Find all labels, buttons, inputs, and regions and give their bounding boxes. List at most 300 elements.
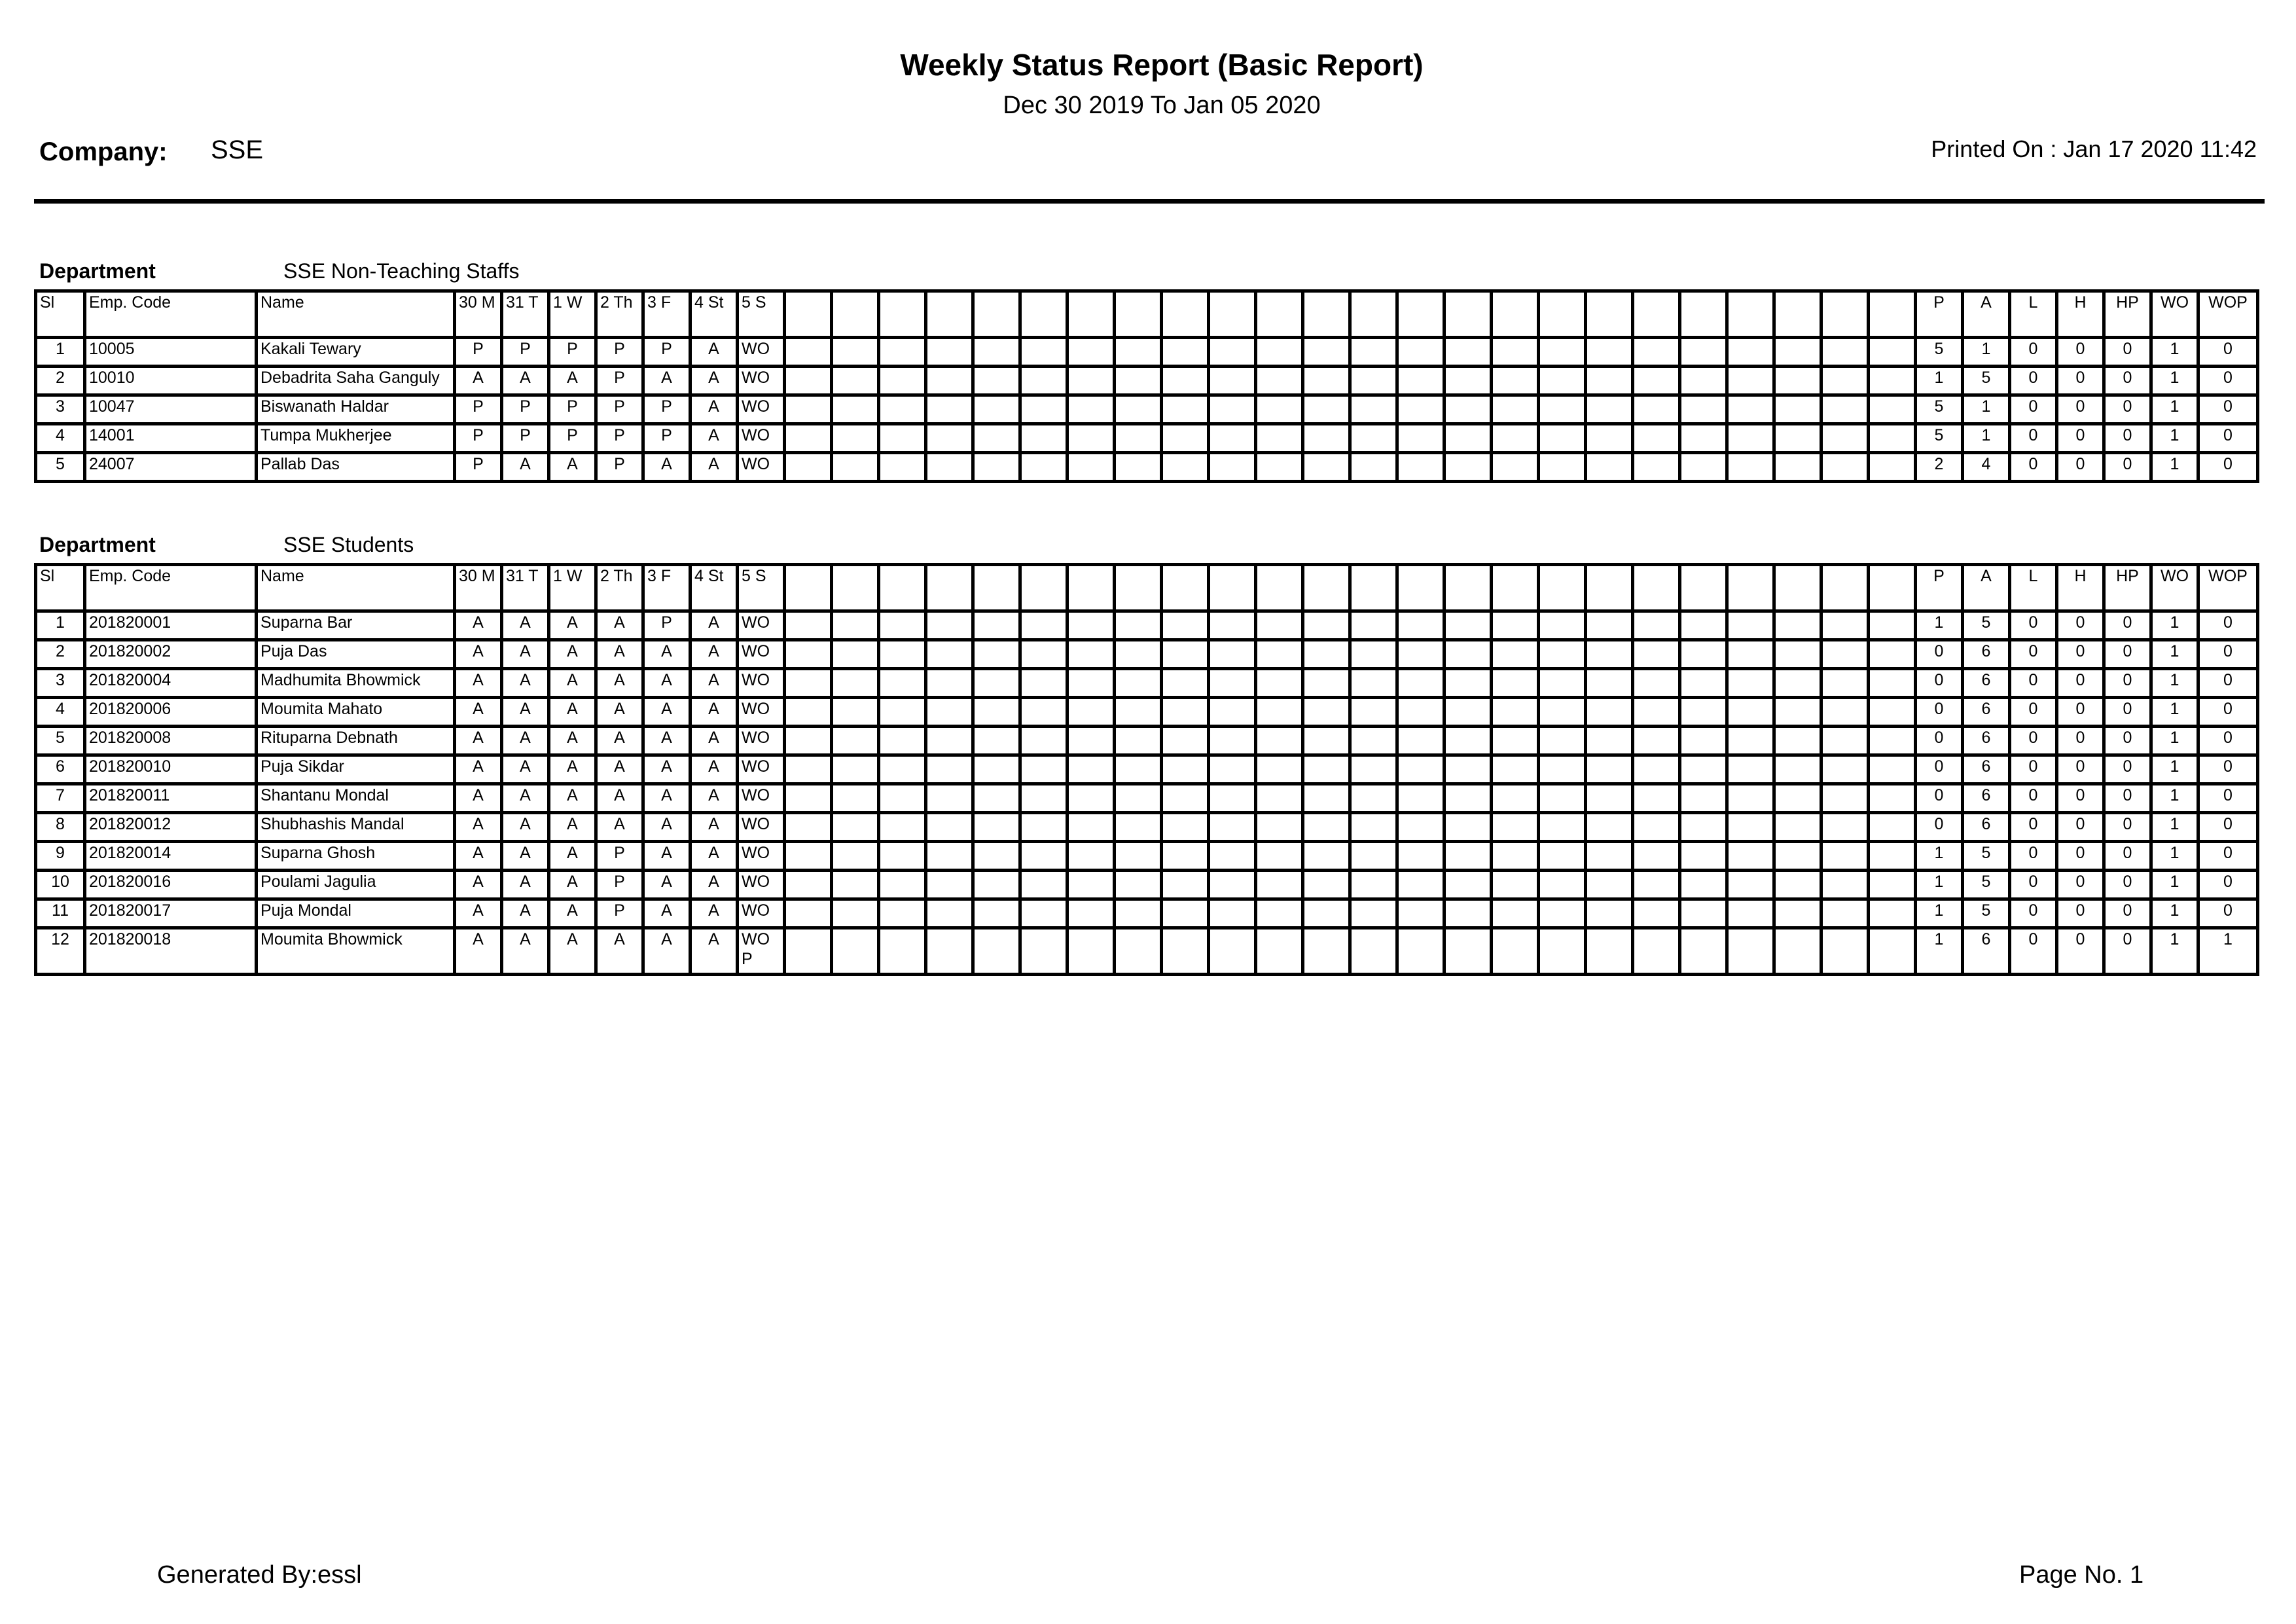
cell-empty	[1020, 928, 1067, 975]
cell-empty	[1633, 424, 1680, 453]
table-row	[36, 755, 2258, 784]
department-name: SSE Non-Teaching Staffs	[283, 259, 520, 283]
cell-emp-code: 201820004	[85, 669, 257, 698]
cell-day-status: A	[455, 784, 502, 813]
cell-total: 1	[2151, 698, 2198, 727]
cell-empty	[1586, 871, 1633, 899]
cell-empty	[1869, 698, 1916, 727]
cell-empty	[973, 899, 1020, 928]
cell-empty	[1350, 611, 1397, 640]
cell-total: 0	[2104, 395, 2151, 424]
cell-empty	[879, 928, 926, 975]
cell-empty	[1539, 899, 1586, 928]
cell-day-status: P	[596, 899, 643, 928]
cell-total: 0	[2198, 424, 2258, 453]
cell-day-status: A	[549, 813, 596, 842]
cell-total: 1	[2151, 871, 2198, 899]
cell-total: 0	[2104, 899, 2151, 928]
cell-empty	[1444, 395, 1492, 424]
cell-empty	[1821, 784, 1869, 813]
cell-empty	[1209, 395, 1256, 424]
cell-day-status: A	[455, 698, 502, 727]
cell-empty	[1303, 338, 1350, 367]
cell-day-status: A	[502, 784, 549, 813]
cell-day-status: A	[502, 899, 549, 928]
cell-day-status: A	[549, 727, 596, 755]
cell-empty	[1303, 367, 1350, 395]
cell-empty	[926, 928, 973, 975]
cell-empty	[1586, 727, 1633, 755]
column-header: A	[1963, 291, 2010, 338]
column-header: 3 F	[643, 565, 691, 611]
cell-empty	[1397, 453, 1444, 482]
cell-day-status: A	[691, 611, 738, 640]
cell-empty	[1256, 813, 1303, 842]
cell-day-status: A	[549, 640, 596, 669]
cell-empty	[785, 727, 832, 755]
cell-empty	[1680, 640, 1727, 669]
cell-day-status: P	[549, 424, 596, 453]
cell-empty	[1256, 784, 1303, 813]
cell-empty	[1444, 755, 1492, 784]
column-header: H	[2057, 565, 2104, 611]
cell-total: 0	[2057, 698, 2104, 727]
cell-day-status: A	[455, 611, 502, 640]
cell-empty	[1444, 727, 1492, 755]
cell-empty	[1539, 395, 1586, 424]
cell-empty	[1727, 395, 1774, 424]
cell-name: Shantanu Mondal	[257, 784, 455, 813]
column-header	[832, 565, 879, 611]
cell-total: 0	[2198, 698, 2258, 727]
cell-empty	[926, 727, 973, 755]
cell-empty	[879, 784, 926, 813]
cell-total: 0	[2057, 813, 2104, 842]
cell-day-status: A	[643, 453, 691, 482]
cell-day-status: A	[643, 871, 691, 899]
cell-emp-code: 201820002	[85, 640, 257, 669]
cell-empty	[1633, 453, 1680, 482]
cell-sl: 5	[36, 453, 85, 482]
cell-emp-code: 14001	[85, 424, 257, 453]
cell-empty	[1162, 899, 1209, 928]
table-row	[36, 424, 2258, 453]
cell-sl: 3	[36, 395, 85, 424]
cell-empty	[1727, 640, 1774, 669]
cell-empty	[1256, 727, 1303, 755]
cell-empty	[1067, 813, 1115, 842]
cell-empty	[1350, 813, 1397, 842]
cell-empty	[1209, 928, 1256, 975]
cell-empty	[1633, 611, 1680, 640]
cell-empty	[832, 669, 879, 698]
cell-total: 1	[2151, 640, 2198, 669]
cell-empty	[973, 784, 1020, 813]
cell-empty	[1492, 755, 1539, 784]
cell-total: 0	[2057, 611, 2104, 640]
cell-empty	[1115, 669, 1162, 698]
table-row	[36, 453, 2258, 482]
cell-empty	[1869, 899, 1916, 928]
cell-empty	[1162, 813, 1209, 842]
cell-empty	[1539, 727, 1586, 755]
cell-empty	[785, 842, 832, 871]
cell-empty	[1539, 367, 1586, 395]
cell-empty	[1821, 640, 1869, 669]
cell-total: 0	[2010, 424, 2057, 453]
cell-empty	[1774, 395, 1821, 424]
cell-empty	[1020, 453, 1067, 482]
cell-empty	[1303, 871, 1350, 899]
cell-emp-code: 201820012	[85, 813, 257, 842]
cell-empty	[1444, 611, 1492, 640]
cell-empty	[1869, 784, 1916, 813]
cell-empty	[1492, 928, 1539, 975]
cell-empty	[1162, 453, 1209, 482]
cell-empty	[1115, 784, 1162, 813]
cell-total: 0	[2057, 395, 2104, 424]
cell-empty	[1539, 338, 1586, 367]
cell-day-status: A	[691, 871, 738, 899]
cell-empty	[1821, 755, 1869, 784]
cell-empty	[1020, 784, 1067, 813]
cell-empty	[1539, 669, 1586, 698]
cell-day-status: WOP	[738, 928, 785, 975]
column-header	[1680, 291, 1727, 338]
cell-empty	[1680, 453, 1727, 482]
cell-day-status: WO	[738, 698, 785, 727]
column-header	[973, 291, 1020, 338]
cell-day-status: WO	[738, 871, 785, 899]
cell-empty	[1539, 842, 1586, 871]
cell-empty	[1727, 698, 1774, 727]
cell-empty	[1539, 928, 1586, 975]
cell-empty	[1869, 842, 1916, 871]
cell-day-status: A	[502, 367, 549, 395]
cell-empty	[973, 669, 1020, 698]
column-header	[1067, 291, 1115, 338]
cell-empty	[1492, 871, 1539, 899]
cell-empty	[1256, 640, 1303, 669]
cell-day-status: A	[549, 871, 596, 899]
cell-total: 6	[1963, 698, 2010, 727]
cell-sl: 5	[36, 727, 85, 755]
column-header	[1774, 291, 1821, 338]
column-header	[1869, 565, 1916, 611]
cell-empty	[1115, 928, 1162, 975]
column-header	[1397, 565, 1444, 611]
column-header	[879, 291, 926, 338]
column-header	[1067, 565, 1115, 611]
cell-empty	[785, 453, 832, 482]
cell-total: 6	[1963, 669, 2010, 698]
cell-day-status: A	[691, 755, 738, 784]
cell-name: Biswanath Haldar	[257, 395, 455, 424]
cell-day-status: A	[596, 727, 643, 755]
cell-empty	[1350, 842, 1397, 871]
cell-empty	[785, 698, 832, 727]
cell-day-status: A	[691, 424, 738, 453]
cell-total: 6	[1963, 928, 2010, 975]
cell-empty	[1492, 453, 1539, 482]
column-header: WO	[2151, 291, 2198, 338]
column-header	[1303, 565, 1350, 611]
table-row	[36, 611, 2258, 640]
cell-empty	[1020, 611, 1067, 640]
cell-empty	[1067, 395, 1115, 424]
table-header-row	[36, 565, 2258, 611]
cell-name: Pallab Das	[257, 453, 455, 482]
cell-empty	[879, 640, 926, 669]
cell-empty	[1256, 871, 1303, 899]
column-header	[1586, 565, 1633, 611]
cell-day-status: WO	[738, 899, 785, 928]
cell-empty	[1633, 338, 1680, 367]
cell-empty	[1350, 698, 1397, 727]
cell-total: 0	[2057, 453, 2104, 482]
cell-empty	[879, 755, 926, 784]
column-header	[1115, 565, 1162, 611]
cell-total: 0	[2104, 698, 2151, 727]
cell-empty	[1350, 367, 1397, 395]
cell-empty	[1067, 424, 1115, 453]
column-header	[1020, 291, 1067, 338]
column-header	[1821, 291, 1869, 338]
cell-total: 0	[2057, 727, 2104, 755]
cell-total: 6	[1963, 640, 2010, 669]
cell-empty	[1633, 727, 1680, 755]
cell-day-status: A	[455, 899, 502, 928]
cell-day-status: A	[549, 669, 596, 698]
cell-empty	[973, 338, 1020, 367]
table-header-row	[36, 291, 2258, 338]
cell-empty	[1586, 928, 1633, 975]
column-header	[1444, 291, 1492, 338]
cell-empty	[1209, 611, 1256, 640]
cell-total: 0	[2198, 611, 2258, 640]
cell-empty	[1067, 338, 1115, 367]
cell-day-status: WO	[738, 669, 785, 698]
cell-empty	[926, 395, 973, 424]
cell-empty	[1303, 928, 1350, 975]
cell-total: 6	[1963, 813, 2010, 842]
cell-empty	[1256, 928, 1303, 975]
cell-total: 0	[2057, 784, 2104, 813]
cell-empty	[1774, 669, 1821, 698]
cell-empty	[1256, 669, 1303, 698]
cell-empty	[1303, 395, 1350, 424]
cell-empty	[1115, 640, 1162, 669]
cell-name: Puja Sikdar	[257, 755, 455, 784]
cell-sl: 7	[36, 784, 85, 813]
cell-empty	[973, 755, 1020, 784]
cell-empty	[1256, 395, 1303, 424]
cell-empty	[1586, 395, 1633, 424]
cell-empty	[973, 453, 1020, 482]
cell-total: 0	[2010, 871, 2057, 899]
cell-empty	[1586, 669, 1633, 698]
column-header: 3 F	[643, 291, 691, 338]
cell-empty	[926, 338, 973, 367]
column-header: Name	[257, 565, 455, 611]
cell-empty	[1115, 755, 1162, 784]
cell-total: 5	[1963, 899, 2010, 928]
table-row	[36, 899, 2258, 928]
cell-day-status: A	[691, 640, 738, 669]
cell-empty	[1586, 367, 1633, 395]
cell-empty	[832, 899, 879, 928]
cell-total: 5	[1963, 611, 2010, 640]
cell-day-status: WO	[738, 424, 785, 453]
cell-empty	[879, 395, 926, 424]
cell-empty	[1633, 813, 1680, 842]
cell-total: 0	[2057, 424, 2104, 453]
department-name: SSE Students	[283, 533, 414, 556]
cell-empty	[973, 871, 1020, 899]
cell-empty	[1774, 871, 1821, 899]
cell-day-status: P	[549, 395, 596, 424]
cell-empty	[1397, 727, 1444, 755]
column-header	[785, 565, 832, 611]
cell-total: 1	[2151, 338, 2198, 367]
table-row	[36, 367, 2258, 395]
printed-on: Printed On : Jan 17 2020 11:42	[1931, 135, 2257, 162]
cell-empty	[1727, 367, 1774, 395]
cell-day-status: P	[596, 367, 643, 395]
cell-empty	[1209, 755, 1256, 784]
cell-empty	[1821, 453, 1869, 482]
cell-empty	[832, 453, 879, 482]
cell-empty	[1397, 698, 1444, 727]
column-header: 31 T	[502, 565, 549, 611]
cell-total: 0	[2198, 871, 2258, 899]
cell-empty	[1020, 727, 1067, 755]
column-header	[1539, 565, 1586, 611]
cell-emp-code: 201820014	[85, 842, 257, 871]
cell-empty	[1586, 698, 1633, 727]
cell-empty	[1115, 453, 1162, 482]
cell-empty	[1633, 367, 1680, 395]
cell-empty	[1020, 395, 1067, 424]
cell-sl: 2	[36, 640, 85, 669]
cell-day-status: A	[596, 640, 643, 669]
column-header: Name	[257, 291, 455, 338]
cell-day-status: P	[596, 842, 643, 871]
cell-empty	[1821, 727, 1869, 755]
cell-day-status: WO	[738, 727, 785, 755]
cell-empty	[926, 453, 973, 482]
cell-total: 1	[1963, 395, 2010, 424]
cell-total: 0	[2057, 669, 2104, 698]
cell-empty	[1774, 928, 1821, 975]
cell-empty	[1115, 727, 1162, 755]
cell-total: 0	[2010, 367, 2057, 395]
cell-total: 0	[2104, 424, 2151, 453]
cell-day-status: A	[596, 611, 643, 640]
cell-emp-code: 10047	[85, 395, 257, 424]
cell-empty	[1115, 367, 1162, 395]
cell-empty	[1162, 842, 1209, 871]
cell-empty	[1162, 669, 1209, 698]
cell-empty	[1774, 784, 1821, 813]
cell-total: 1	[2151, 611, 2198, 640]
cell-empty	[1303, 727, 1350, 755]
cell-empty	[926, 611, 973, 640]
cell-day-status: A	[596, 669, 643, 698]
cell-total: 0	[1916, 727, 1963, 755]
cell-day-status: A	[691, 842, 738, 871]
cell-total: 0	[2104, 611, 2151, 640]
cell-day-status: WO	[738, 842, 785, 871]
cell-day-status: A	[596, 784, 643, 813]
cell-empty	[1209, 640, 1256, 669]
cell-emp-code: 201820016	[85, 871, 257, 899]
cell-empty	[1350, 755, 1397, 784]
cell-empty	[1774, 453, 1821, 482]
cell-empty	[832, 871, 879, 899]
column-header	[1633, 291, 1680, 338]
cell-total: 1	[1963, 338, 2010, 367]
cell-day-status: A	[549, 698, 596, 727]
cell-sl: 3	[36, 669, 85, 698]
cell-empty	[973, 424, 1020, 453]
column-header	[1680, 565, 1727, 611]
cell-empty	[1020, 755, 1067, 784]
cell-emp-code: 24007	[85, 453, 257, 482]
cell-name: Suparna Ghosh	[257, 842, 455, 871]
cell-empty	[879, 871, 926, 899]
cell-empty	[1397, 842, 1444, 871]
column-header	[1586, 291, 1633, 338]
cell-empty	[879, 611, 926, 640]
column-header	[1303, 291, 1350, 338]
cell-total: 1	[1916, 899, 1963, 928]
cell-empty	[1397, 899, 1444, 928]
cell-day-status: A	[502, 727, 549, 755]
cell-empty	[1774, 899, 1821, 928]
cell-empty	[1774, 367, 1821, 395]
cell-empty	[832, 813, 879, 842]
cell-total: 1	[1916, 611, 1963, 640]
cell-empty	[1492, 813, 1539, 842]
cell-day-status: A	[643, 669, 691, 698]
cell-empty	[1680, 899, 1727, 928]
cell-empty	[879, 727, 926, 755]
cell-empty	[832, 611, 879, 640]
cell-total: 5	[1916, 395, 1963, 424]
cell-empty	[1727, 842, 1774, 871]
cell-day-status: WO	[738, 640, 785, 669]
cell-empty	[1492, 698, 1539, 727]
cell-name: Tumpa Mukherjee	[257, 424, 455, 453]
cell-total: 0	[2104, 669, 2151, 698]
cell-empty	[973, 367, 1020, 395]
cell-empty	[1539, 755, 1586, 784]
cell-empty	[1020, 640, 1067, 669]
cell-total: 0	[2104, 338, 2151, 367]
cell-empty	[1397, 367, 1444, 395]
cell-name: Suparna Bar	[257, 611, 455, 640]
cell-day-status: A	[691, 698, 738, 727]
cell-empty	[1020, 871, 1067, 899]
column-header	[1256, 565, 1303, 611]
cell-day-status: P	[596, 871, 643, 899]
cell-total: 4	[1963, 453, 2010, 482]
cell-empty	[1162, 784, 1209, 813]
cell-empty	[1869, 395, 1916, 424]
cell-empty	[1397, 424, 1444, 453]
cell-empty	[1115, 899, 1162, 928]
